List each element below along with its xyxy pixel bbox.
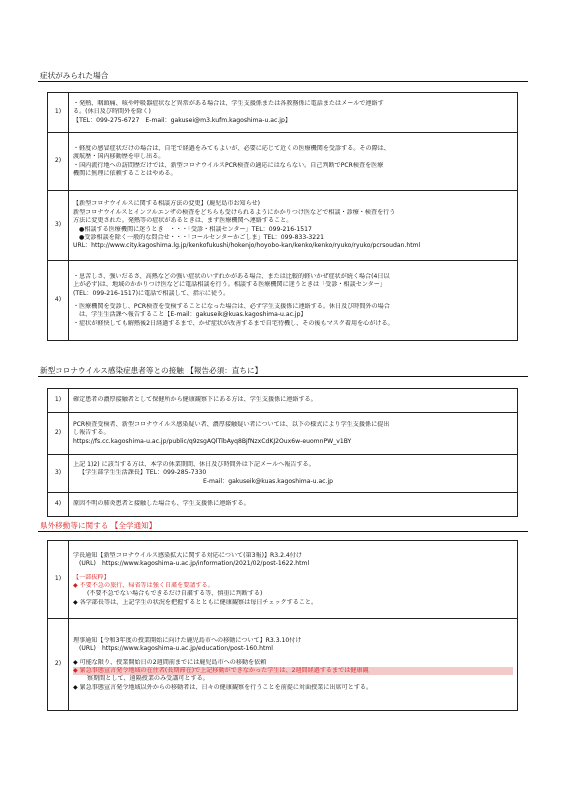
text-line: ・発熱、咽頭痛、咳や呼吸器症状など異常がある場合は、学生支援係または各教務係に電話またはメールで連絡す: [73, 99, 384, 107]
text-line: ◆ 可能な限り、授業開始日の2週間前までには鹿児島市への移動を依頼: [73, 658, 267, 666]
symptoms-table: [47, 92, 518, 341]
text-line: ◆ 緊急事態宣言発令地域以外からの移動者は、日々の健康観察を行うことを前提に対面授業に出席可とする。: [73, 683, 373, 691]
row-number: 2): [48, 413, 69, 455]
url-link[interactable]: URL：http://www.city.kagoshima.lg.jp/kenkofukushi/hokenjo/hoyobo-kan/kenko/kenko/ryuko/ryuko/pcrsoudan.html: [73, 242, 421, 250]
section-title-travel: 県外移動等に関する 【全学通知】: [40, 521, 157, 530]
row-content: [69, 261, 518, 341]
contacts-table: [47, 388, 518, 517]
table-row: [48, 261, 518, 341]
text-line: ◆ 各学部長等は、上記学生の状況を把握するとともに健康観察は毎日チェックすること。: [73, 598, 318, 606]
row-number: 1): [48, 389, 69, 413]
url-link[interactable]: (URL) https://www.kagoshima-u.ac.jp/education/post-160.html: [79, 645, 273, 653]
travel-table: [47, 540, 518, 711]
row-content: [69, 541, 518, 619]
text-line: 上記 1)2) に該当する方は、本学の休業期間、休日及び時間外は下記メールへ報告する。: [73, 460, 315, 468]
row-number: 3): [48, 455, 69, 493]
table-row: [48, 619, 518, 711]
table-row: [48, 389, 518, 413]
text-line: ◆ 不要不急の旅行、帰省等は強く自粛を要請する。: [73, 582, 214, 589]
text-line: 渡航歴・国内移動歴を申し出る。: [73, 153, 165, 161]
text-line: は、学生生活課へ報告すること【E-mail：gakuseik@kuas.kagoshima-u.ac.jp】: [79, 311, 307, 319]
text-line: ・医療機関を受診し、PCR検査を受検することになった場合は、必ず学生支援係に連絡する。休日及び時間外の場合: [73, 303, 390, 310]
row-number: 3): [48, 191, 69, 261]
text-line: る。(休日及び時間外を除く): [73, 108, 151, 116]
section-divider: [38, 376, 528, 377]
text-line: ●受診相談を除く一般的な問合せ・・・「コールセンターかごしま」TEL：099-833-3221: [79, 233, 324, 241]
text-line: ・息苦しさ、強いだるさ、高熱などの強い症状のいずれかがある場合、または比較的軽いかぜ症状が続く場合(4日以: [73, 272, 390, 280]
text-line: PCR検査受検者、新型コロナウイルス感染疑い者、濃厚接触疑い者については、以下の様式により学生支援係に提出: [73, 420, 390, 428]
row-content: [69, 493, 518, 517]
table-row: [48, 455, 518, 493]
text-line: 原因不明の肺炎患者と接触した場合も、学生支援係に連絡する。: [73, 500, 250, 508]
text-line: 【新型コロナウイルスに関する相談方法の変更】(鹿児島市お知らせ): [73, 200, 261, 208]
text-line: 【TEL：099-275-6727 E-mail：gakusei@m3.kufm.kagoshima-u.ac.jp】: [73, 116, 291, 124]
row-content: [69, 93, 518, 133]
table-row: [48, 413, 518, 455]
row-content: [69, 133, 518, 191]
url-link[interactable]: https://fs.cc.kagoshima-u.ac.jp/public/q9zsgAQlTlbAyq8BjfNzxCdKJ2Oux6w-euomnPW_v1BY: [73, 437, 352, 445]
row-number: 1): [48, 93, 69, 133]
text-line: 確定患者の濃厚接触者として保健所から健康観察下にある方は、学生支援係に連絡する。: [73, 396, 317, 404]
email-text: E-mail：gakuseik@kuas.kagoshima-u.ac.jp: [203, 477, 334, 485]
text-line: 新型コロナウイルスとインフルエンザの検査をどちらも受けられるようにかかりつけ医などで相談・診療・検査を行う: [73, 208, 396, 216]
row-content: [69, 413, 518, 455]
text-line: ●相談する医療機関に迷うとき ・・・「受診・相談センター」TEL：099-216-1517: [79, 225, 312, 233]
text-line: 察期間として、遠隔授業のみ受講可とする。: [87, 675, 209, 683]
text-line: ・軽度の感冒症状だけの場合は、自宅で経過をみてもよいが、必要に応じて近くの医療機関を受診する。その際は、: [73, 144, 390, 152]
text-line: 学長通知【新型コロナウイルス感染拡大に関する対応について(第3報)】R3.2.4付け: [73, 551, 302, 559]
text-line: 理事通知【令和3年度の授業開始に向けた鹿児島市への移動について】R3.3.10付け: [73, 636, 302, 644]
text-line: ・症状が軽快しても解熱後2日経過するまで、かぜ症状が改善するまで自宅待機し、その後もマスク着用を心がける。: [73, 319, 394, 327]
section-divider: [38, 531, 528, 532]
text-line: 上が必ず)は、地域のかかりつけ医などに電話相談を行う。相談する医療機関に迷うときは「受診・相談センター」: [73, 281, 386, 289]
row-content: [69, 455, 518, 493]
row-content: [69, 389, 518, 413]
table-row: [48, 133, 518, 191]
text-line: ・国内流行地への訪問歴だけでは、新型コロナウイルスPCR検査の適応にはならない。自己判断でPCR検査を医療: [73, 161, 384, 169]
row-content: [69, 619, 518, 711]
text-line: 【学生部学生生活課長】TEL：099-285-7330: [79, 469, 207, 477]
text-line: 方法に変更された。発熱等の症状があるときは、まず医療機関へ連絡すること。: [73, 217, 293, 225]
row-number: 2): [48, 133, 69, 191]
section-title-symptoms: 症状がみられた場合: [40, 71, 109, 80]
row-number: 2): [48, 619, 69, 711]
table-row: [48, 93, 518, 133]
text-line-highlighted: ◆ 緊急事態宣言発令地域の在住者(長期滞在)で上記移動ができなかった学生は、2週間経過するまでは健康観: [73, 667, 513, 675]
table-row: [48, 493, 518, 517]
url-link[interactable]: (URL) https://www.kagoshima-u.ac.jp/information/2021/02/post-1622.html: [79, 560, 310, 568]
row-number: 1): [48, 541, 69, 619]
table-row: [48, 541, 518, 619]
text-line: 機関に無理に依頼することはやめる。: [73, 169, 177, 177]
text-line: (TEL：099-216-1517)に電話で相談して、指示に従う。: [73, 289, 230, 297]
text-line: (不要不急でない場合もできるだけ自粛する等、慎重に判断する): [87, 590, 263, 598]
excerpt-heading: 【一部抜粋】: [73, 573, 110, 581]
row-content: [69, 191, 518, 261]
table-row: [48, 191, 518, 261]
text-line: し報告する。: [73, 429, 110, 437]
section-title-contacts: 新型コロナウイルス感染症患者等との接触 【報告必須：直ちに】: [40, 366, 263, 375]
section-divider: [38, 81, 528, 82]
row-number: 4): [48, 261, 69, 341]
row-number: 4): [48, 493, 69, 517]
